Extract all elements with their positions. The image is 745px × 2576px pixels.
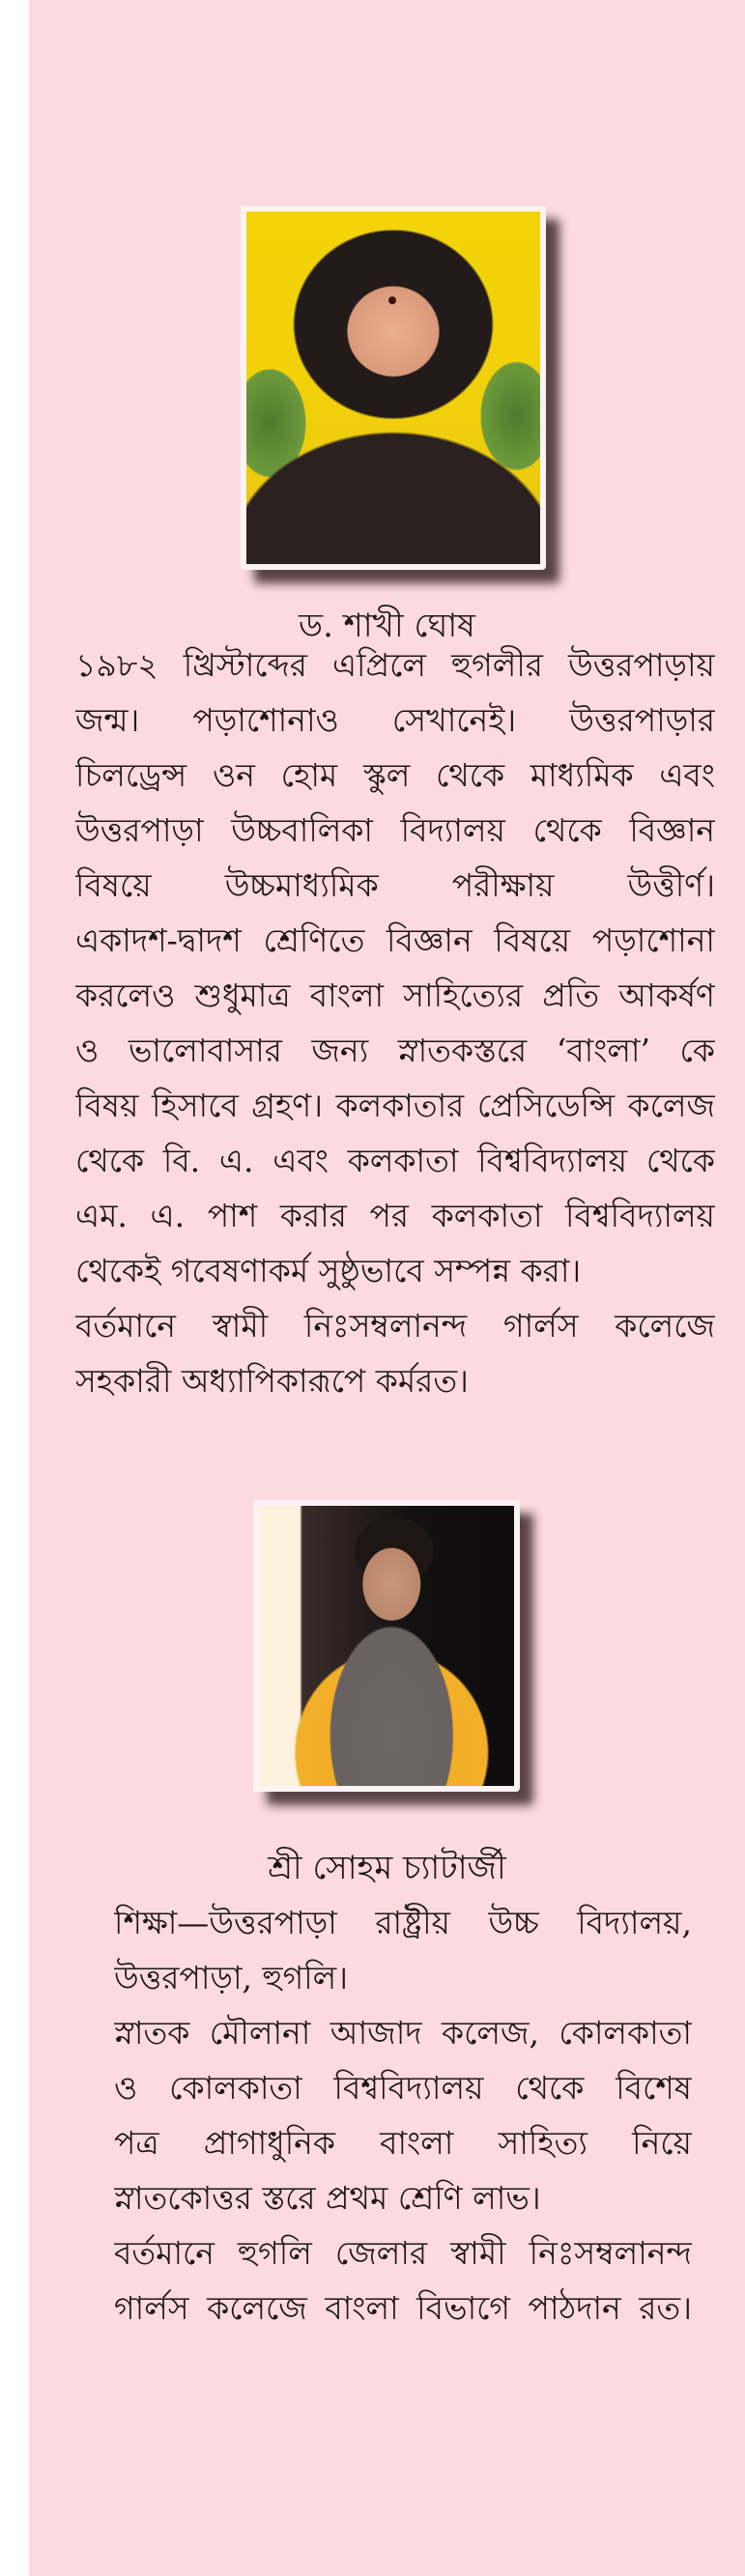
author-bio-2 — [114, 1895, 692, 2335]
author-name-2: শ্রী সোহম চ্যাটার্জী — [268, 1849, 506, 1887]
bio-line: থেকেই গবেষণাকর্ম সুষ্ঠুভাবে সম্পন্ন করা। — [75, 1252, 582, 1289]
bio-line: বর্তমানে স্বামী নিঃসম্বলানন্দ গার্লস কলেজে — [75, 1307, 715, 1345]
bio-line: এম. এ. পাশ করার পর কলকাতা বিশ্ববিদ্যালয় — [75, 1197, 715, 1234]
bio-line: বিষয় হিসাবে গ্রহণ। কলকাতার প্রেসিডেন্সি কলেজ — [75, 1087, 715, 1124]
bio-line: ও কোলকাতা বিশ্ববিদ্যালয় থেকে বিশেষ — [114, 2069, 692, 2107]
bio-line: শিক্ষা—উত্তরপাড়া রাষ্ট্রীয় উচ্চ বিদ্যালয়, — [114, 1904, 692, 1941]
bindi-mark — [388, 297, 396, 304]
bio-line: সহকারী অধ্যাপিকারূপে কর্মরত। — [75, 1362, 469, 1400]
bio-line: গার্লস কলেজে বাংলা বিভাগে পাঠদান রত। — [114, 2289, 692, 2327]
bio-line: উত্তরপাড়া উচ্চবালিকা বিদ্যালয় থেকে বিজ্ঞান — [75, 811, 715, 849]
bio-line: থেকে বি. এ. এবং কলকাতা বিশ্ববিদ্যালয় থেকে — [75, 1142, 715, 1179]
bio-line: চিলড্রেন্স ওন হোম স্কুল থেকে মাধ্যমিক এবং — [75, 756, 715, 794]
author-photo-frame-2 — [253, 1500, 520, 1792]
author-photo-2 — [259, 1506, 514, 1786]
bio-line: পত্র প্রাগাধুনিক বাংলা সাহিত্য নিয়ে — [114, 2124, 692, 2162]
author-photo-frame-1 — [241, 206, 546, 570]
bio-line: জন্ম। পড়াশোনাও সেখানেই। উত্তরপাড়ার — [75, 701, 715, 739]
author-photo-1 — [246, 212, 540, 564]
bio-line: বিষয়ে উচ্চমাধ্যমিক পরীক্ষায় উত্তীর্ণ। — [75, 866, 715, 904]
bio-line: ও ভালোবাসার জন্য স্নাতকস্তরে ‘বাংলা’ কে — [75, 1032, 715, 1069]
bio-line: একাদশ-দ্বাদশ শ্রেণিতে বিজ্ঞান বিষয়ে পড়াশোনা — [75, 921, 715, 959]
bio-line: স্নাতকোত্তর স্তরে প্রথম শ্রেণি লাভ। — [114, 2179, 541, 2217]
bio-line: ১৯৮২ খ্রিস্টাব্দের এপ্রিলে হুগলীর উত্তরপাড়ায় — [75, 646, 715, 684]
bio-line: স্নাতক মৌলানা আজাদ কলেজ, কোলকাতা — [114, 2014, 692, 2052]
author-name-1: ড. শাখী ঘোষ — [299, 607, 475, 645]
bio-line: করলেও শুধুমাত্র বাংলা সাহিত্যের প্রতি আকর্ষণ — [75, 977, 715, 1014]
author-bio-1 — [75, 637, 715, 1408]
bio-line: উত্তরপাড়া, হুগলি। — [114, 1959, 349, 1996]
bio-line: বর্তমানে হুগলি জেলার স্বামী নিঃসম্বলানন্দ — [114, 2234, 692, 2272]
